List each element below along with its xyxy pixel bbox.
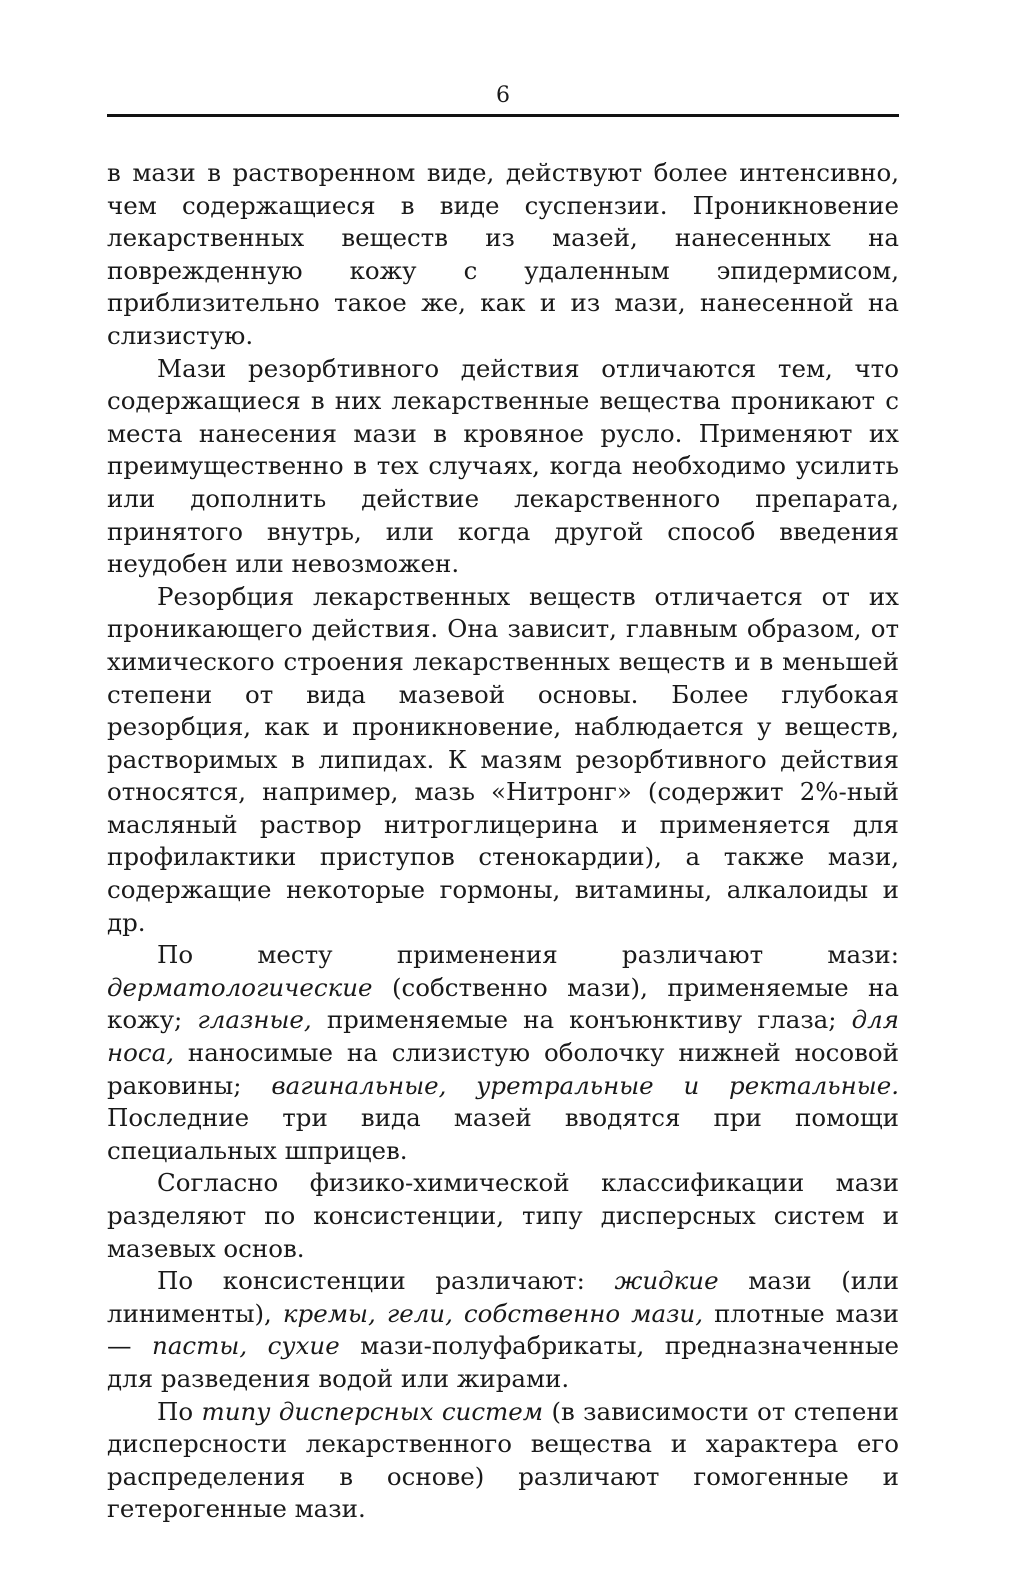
header-rule [107,114,899,117]
paragraph [107,581,899,940]
text-run: По консистенции различают: [157,1266,615,1296]
italic-term: глазные, [197,1005,312,1035]
page-number: 6 [496,83,510,108]
body-text [107,157,899,1526]
paragraph [107,1167,899,1265]
italic-term: дерматологические [107,972,373,1002]
text-run: в мази в растворенном виде, действуют более интенсивно, чем содержащиеся в виде суспензии. Проникновение лекарственных веществ из мазей, нанесенных на поврежденную кожу с удаленным эпидермисом, приблизительно такое же, как и из мази, нанесенной на слизистую. [107,158,899,350]
paragraph [107,353,899,581]
paragraph [107,157,899,353]
italic-term: вагинальные, уретральные и ректальные. [271,1070,899,1100]
text-run: мази (или линименты), [107,1266,899,1328]
text-run: плотные мази — [107,1298,900,1361]
text-run: наносимые на слизистую оболочку нижней носовой раковины; [107,1038,899,1100]
text-run: применяемые на конъюнктиву глаза; [311,1005,852,1035]
italic-term: типу дисперсных систем [201,1396,544,1426]
text-run: Согласно физико-химической классификации мази разделяют по консистенции, типу дисперсных систем и мазевых основ. [107,1168,899,1263]
paragraph [107,1396,899,1526]
text-run: По [157,1396,202,1426]
italic-term: жидкие [614,1266,719,1296]
text-run: Последние три вида мазей вводятся при помощи специальных шприцев. [107,1103,899,1165]
italic-term: для носа, [107,1005,900,1068]
paragraph [107,1265,899,1395]
text-run: (в зависимости от степени дисперсности лекарственного вещества и характера его распределения в основе) различают гомогенные и гетерогенные мази. [107,1396,900,1524]
text-run: Мази резорбтивного действия отличаются тем, что содержащиеся в них лекарственные вещества проникают с места нанесения мази в кровяное русло. Применяют их преимущественно в тех случаях, когда необходимо усилить или дополнить действие лекарственного препарата, принятого внутрь, или когда другой способ введения неудобен или невозможен. [107,353,899,579]
text-run: (собственно мази), применяемые на кожу; [107,972,899,1035]
text-run: По месту применения различают мази: [157,940,899,970]
document-page [107,82,899,1526]
paragraph [107,939,899,1167]
text-run: мази-полуфабрикаты, предназначенные для разведения водой или жирами. [107,1331,899,1393]
italic-term: кремы, гели, собственно мази, [282,1298,704,1328]
italic-term: пасты, сухие [152,1331,340,1361]
text-run: Резорбция лекарственных веществ отличается от их проникающего действия. Она зависит, главным образом, от химического строения лекарственных веществ и в меньшей степени от вида мазевой основы. Более глубокая резорбция, как и проникновение, наблюдается у веществ, растворимых в липидах. К мазям резорбтивного действия относятся, например, мазь «Нитронг» (содержит 2%-ный масляный раствор нитроглицерина и применяется для профилактики приступов стенокардии), а также мази, содержащие некоторые гормоны, витамины, алкалоиды и др. [107,581,899,937]
